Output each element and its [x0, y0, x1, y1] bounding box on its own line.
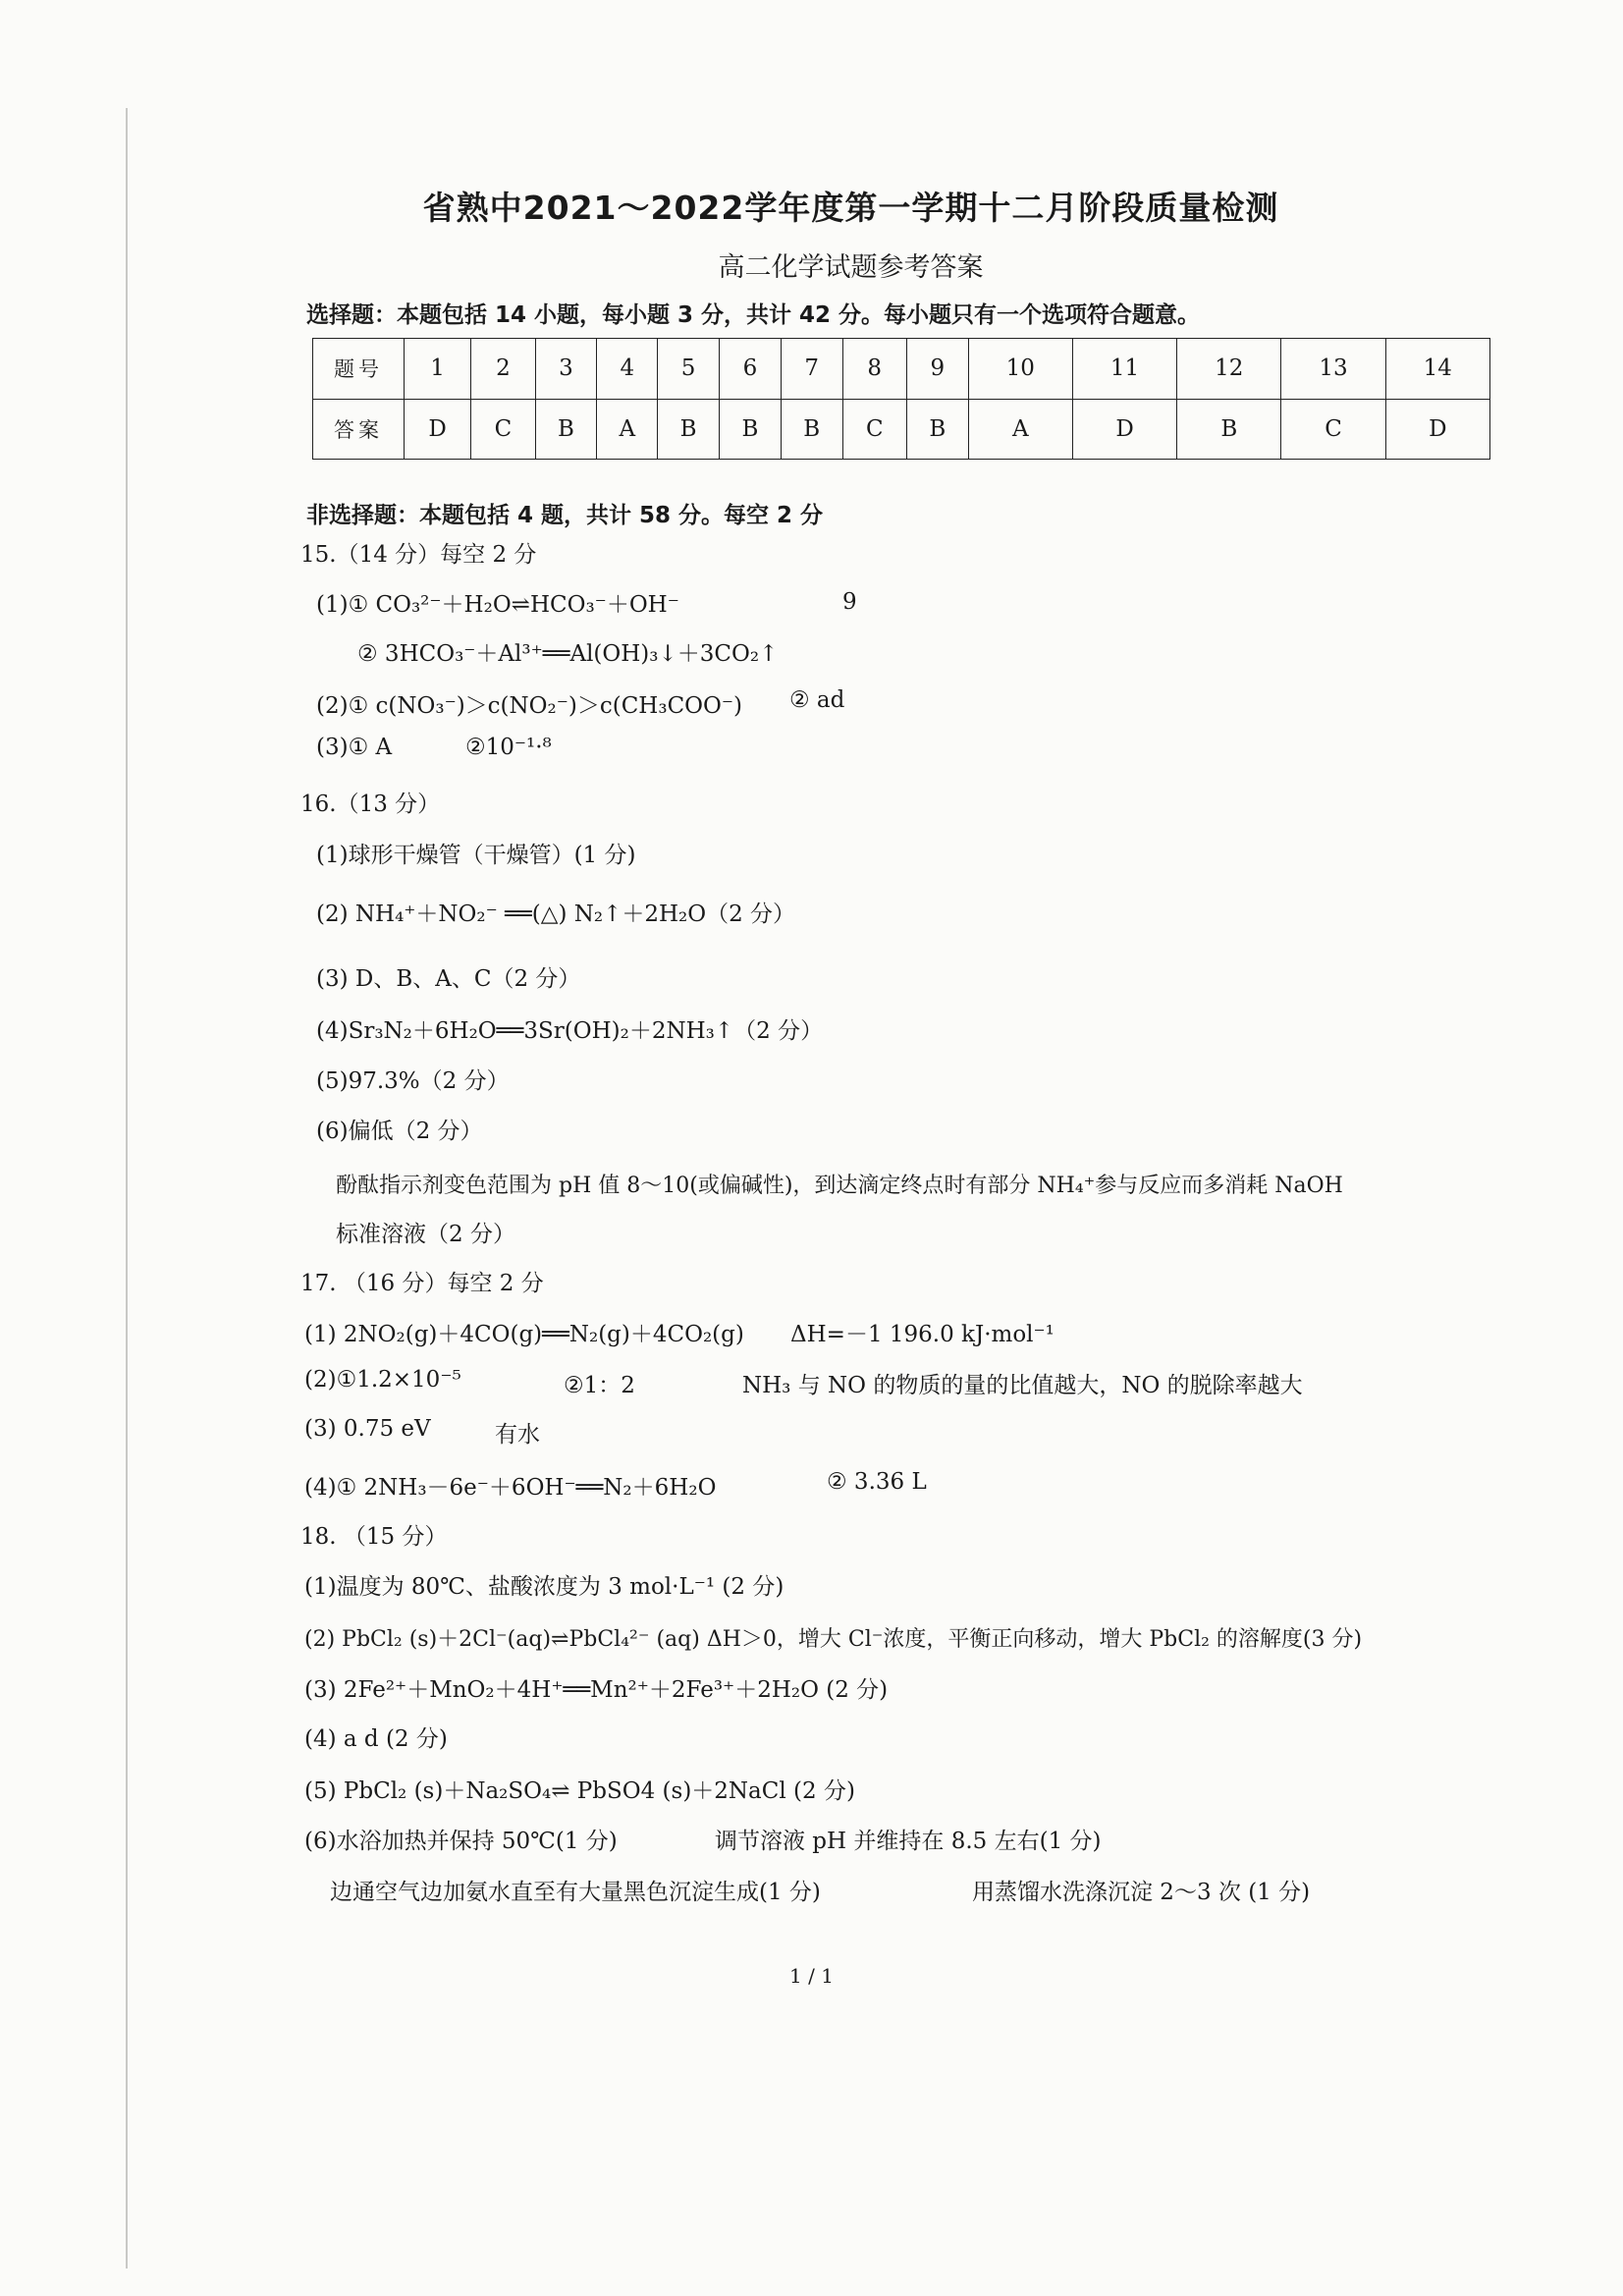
- q17-4-1: (4)① 2NH₃－6e⁻＋6OH⁻══N₂＋6H₂O: [304, 1475, 717, 1501]
- question-number: 2: [471, 339, 535, 400]
- answer-cell: B: [781, 399, 842, 460]
- question-number: 6: [719, 339, 781, 400]
- q15-1-1-value: 9: [842, 589, 857, 615]
- q18-4: (4) a d (2 分): [304, 1726, 448, 1752]
- q17-1-enthalpy: ΔH=－1 196.0 kJ·mol⁻¹: [790, 1322, 1055, 1347]
- q18-6-2: 调节溶液 pH 并维持在 8.5 左右(1 分): [715, 1829, 1102, 1854]
- answer-cell: D: [1072, 399, 1176, 460]
- question-number: 13: [1281, 339, 1385, 400]
- table-row-numbers: [313, 339, 1490, 400]
- answer-cell: C: [471, 399, 535, 460]
- mc-section-heading: 选择题：本题包括 14 小题，每小题 3 分，共计 42 分。每小题只有一个选项符合题意。: [306, 302, 1201, 328]
- question-number: 7: [781, 339, 842, 400]
- q15-2-2: ② ad: [789, 687, 845, 713]
- answer-cell: D: [1385, 399, 1489, 460]
- question-number: 3: [535, 339, 597, 400]
- question-number: 5: [658, 339, 720, 400]
- nonmc-section-heading: 非选择题：本题包括 4 题，共计 58 分。每空 2 分: [306, 503, 824, 528]
- q18-6-4: 用蒸馏水洗涤沉淀 2～3 次 (1 分): [972, 1880, 1311, 1905]
- q15-3-2: ②10⁻¹·⁸: [465, 735, 552, 760]
- q16-2: (2) NH₄⁺＋NO₂⁻ ══(△) N₂↑＋2H₂O（2 分）: [316, 902, 796, 927]
- question-number: 11: [1072, 339, 1176, 400]
- answer-cell: C: [842, 399, 906, 460]
- question-number: 9: [906, 339, 968, 400]
- question-number: 1: [405, 339, 471, 400]
- page-number: 1 / 1: [789, 1964, 834, 1988]
- table-row-answers: [313, 399, 1490, 460]
- q15-2-1: (2)① c(NO₃⁻)＞c(NO₂⁻)＞c(CH₃COO⁻): [316, 693, 743, 719]
- q16-6-explanation: 酚酞指示剂变色范围为 pH 值 8～10(或偏碱性)，到达滴定终点时有部分 NH₄⁺参与反应而多消耗 NaOH: [336, 1174, 1343, 1198]
- q18-6-1: (6)水浴加热并保持 50℃(1 分): [304, 1829, 618, 1854]
- q17-2-3: NH₃ 与 NO 的物质的量的比值越大，NO 的脱除率越大: [742, 1373, 1303, 1398]
- q15-1-1: (1)① CO₃²⁻＋H₂O⇌HCO₃⁻＋OH⁻: [316, 592, 679, 618]
- q17-2-2: ②1：2: [564, 1373, 635, 1398]
- q18-2: (2) PbCl₂ (s)＋2Cl⁻(aq)⇌PbCl₄²⁻ (aq) ΔH＞0，增大 Cl⁻浓度，平衡正向移动，增大 PbCl₂ 的溶解度(3 分): [304, 1627, 1363, 1652]
- q17-4-2: ② 3.36 L: [827, 1469, 927, 1495]
- q16-5: (5)97.3%（2 分）: [316, 1068, 510, 1094]
- q17-3-b: 有水: [495, 1422, 540, 1448]
- q16-1: (1)球形干燥管（干燥管）(1 分): [316, 843, 636, 868]
- q18-1: (1)温度为 80℃、盐酸浓度为 3 mol·L⁻¹ (2 分): [304, 1574, 784, 1600]
- q17-2-1: (2)①1.2×10⁻⁵: [304, 1367, 461, 1393]
- q18-5: (5) PbCl₂ (s)＋Na₂SO₄⇌ PbSO4 (s)＋2NaCl (2 分): [304, 1778, 855, 1804]
- page-subtitle: 高二化学试题参考答案: [718, 252, 984, 283]
- q17-3: (3) 0.75 eV: [304, 1416, 431, 1442]
- q15-1-2: ② 3HCO₃⁻＋Al³⁺══Al(OH)₃↓＋3CO₂↑: [357, 641, 779, 667]
- answer-table: [312, 338, 1490, 460]
- answer-cell: C: [1281, 399, 1385, 460]
- answer-cell: B: [1177, 399, 1281, 460]
- question-number: 12: [1177, 339, 1281, 400]
- q18-6-3: 边通空气边加氨水直至有大量黑色沉淀生成(1 分): [330, 1880, 821, 1905]
- scan-edge-line: [126, 108, 128, 2269]
- question-number: 4: [597, 339, 658, 400]
- q15-heading: 15.（14 分）每空 2 分: [300, 542, 537, 568]
- q16-6-explanation-end: 标准溶液（2 分）: [336, 1222, 515, 1247]
- row-label-question: 题号: [313, 339, 405, 400]
- question-number: 14: [1385, 339, 1489, 400]
- answer-cell: A: [968, 399, 1072, 460]
- q16-6: (6)偏低（2 分）: [316, 1119, 483, 1144]
- answer-cell: B: [906, 399, 968, 460]
- question-number: 8: [842, 339, 906, 400]
- row-label-answer: 答案: [313, 399, 405, 460]
- q17-1: (1) 2NO₂(g)＋4CO(g)══N₂(g)＋4CO₂(g): [304, 1322, 744, 1347]
- answer-cell: D: [405, 399, 471, 460]
- q16-heading: 16.（13 分）: [300, 792, 441, 817]
- question-number: 10: [968, 339, 1072, 400]
- q17-heading: 17. （16 分）每空 2 分: [300, 1271, 544, 1296]
- q18-heading: 18. （15 分）: [300, 1524, 448, 1550]
- q15-3-1: (3)① A: [316, 735, 393, 760]
- answer-cell: B: [719, 399, 781, 460]
- q16-3: (3) D、B、A、C（2 分）: [316, 966, 581, 992]
- q18-3: (3) 2Fe²⁺＋MnO₂＋4H⁺══Mn²⁺＋2Fe³⁺＋2H₂O (2 分): [304, 1677, 889, 1703]
- answer-cell: B: [535, 399, 597, 460]
- q16-4: (4)Sr₃N₂＋6H₂O══3Sr(OH)₂＋2NH₃↑（2 分）: [316, 1018, 824, 1044]
- answer-cell: A: [597, 399, 658, 460]
- answer-cell: B: [658, 399, 720, 460]
- page-title: 省熟中2021～2022学年度第一学期十二月阶段质量检测: [422, 189, 1279, 227]
